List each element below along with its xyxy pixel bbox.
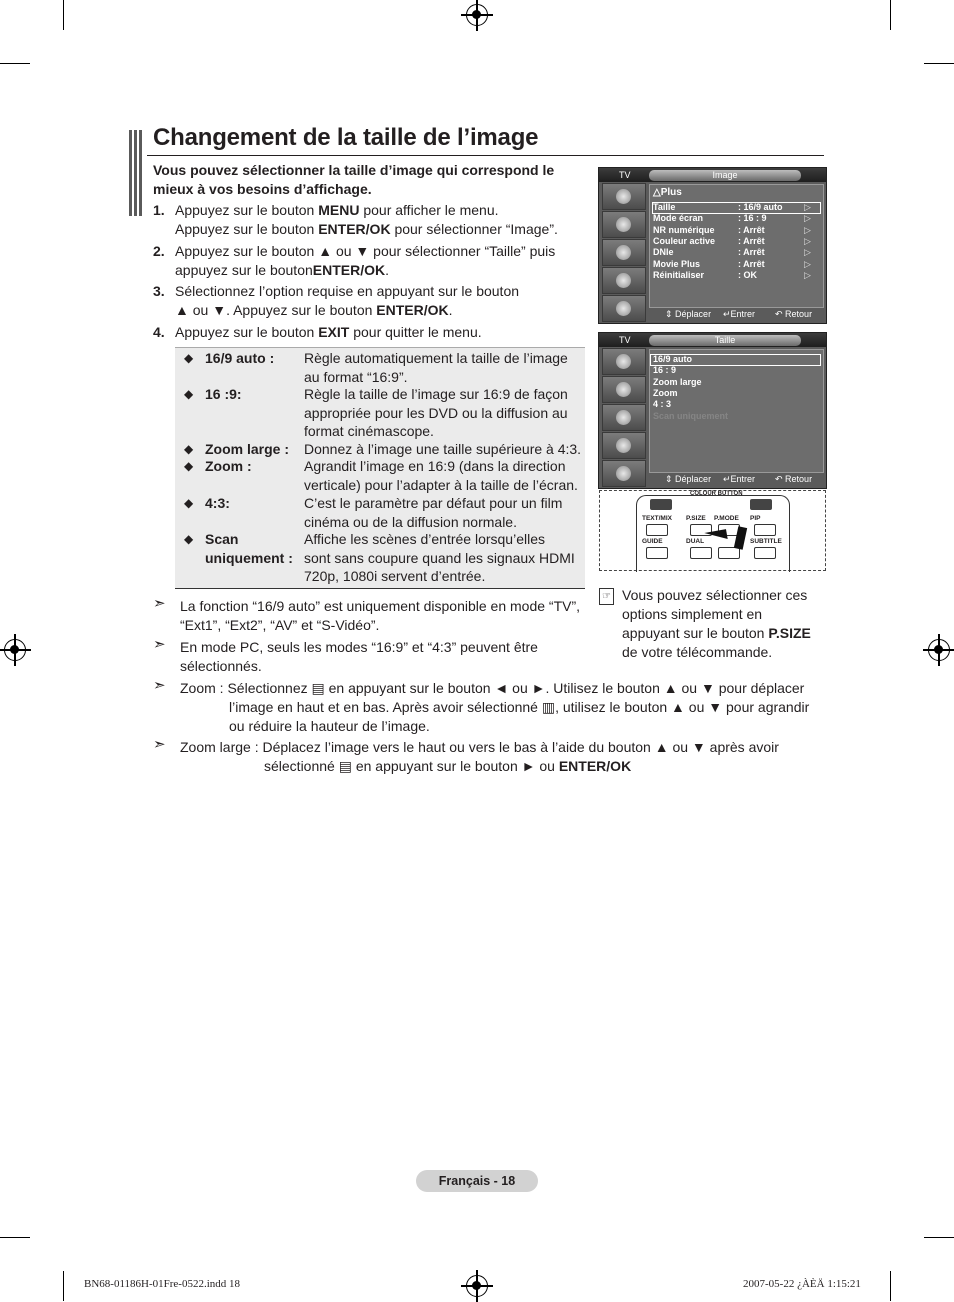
intro-line: Vous pouvez sélectionner la taille d’image qui correspond le [153, 162, 555, 178]
osd-item-name: Réinitialiser [653, 269, 705, 280]
osd-option: 16/9 auto [653, 354, 693, 364]
step-line [175, 220, 558, 239]
channel-icon [602, 239, 646, 266]
osd-plus: △Plus [653, 187, 682, 198]
remote-button [646, 547, 668, 559]
osd-item-name: DNIe [653, 247, 674, 258]
remote-button-label: PIP [750, 515, 761, 522]
title-bar-decoration [129, 130, 143, 216]
diamond-bullet-icon: ◆ [184, 351, 194, 365]
remote-button-label: P.MODE [714, 515, 739, 522]
osd-option: 16 : 9 [653, 365, 677, 376]
step-text: ▲ ou ▼. Appuyez sur le bouton [175, 301, 377, 318]
osd-item-value: : Arrêt [738, 247, 765, 258]
option-description: Affiche les scènes d’entrée lorsqu’elles [304, 531, 545, 547]
intro-line: mieux à vos besoins d’affichage. [153, 181, 372, 197]
step-keyword: ENTER/OK [312, 261, 386, 278]
step-text: pour afficher le menu. [359, 202, 499, 218]
osd-option: Zoom large [653, 376, 702, 387]
step-line [175, 301, 453, 320]
osd-item-name: Taille [653, 202, 676, 212]
osd-item-value: : Arrêt [738, 224, 765, 235]
sound-icon [602, 211, 646, 238]
osd-item-name: Movie Plus [653, 258, 701, 269]
crop-mark [924, 63, 954, 64]
registration-mark-icon [466, 1275, 488, 1297]
option-description: 720p, 1080i servent d’entrée. [304, 568, 486, 584]
step-line [175, 201, 499, 220]
option-label: Zoom large : [205, 441, 290, 457]
osd-item-name: Mode écran [653, 213, 704, 224]
diamond-bullet-icon: ◆ [184, 532, 194, 546]
slug-date: 2007-05-22 ¿ÀÈÄ 1:15:21 [743, 1278, 861, 1290]
option-label: Scan [205, 531, 239, 547]
right-arrow-icon: ▷ [804, 213, 811, 224]
diamond-bullet-icon: ◆ [184, 442, 194, 456]
step-text: . [385, 261, 389, 278]
osd-item-value: : Arrêt [738, 258, 765, 269]
osd-move-hint: ⇕ Déplacer [665, 309, 712, 319]
osd-back-hint: ↶ Retour [775, 309, 813, 319]
note-arrow-icon: ➣ [153, 677, 166, 694]
crop-mark [890, 1271, 891, 1301]
picture-icon [602, 348, 646, 375]
osd-panel [649, 184, 824, 308]
step-number: 2. [153, 243, 165, 259]
osd-item-name: NR numérique [653, 224, 715, 235]
option-description: cinéma ou de la diffusion normale. [304, 513, 517, 530]
remote-button [690, 547, 712, 559]
osd-menu-taille [598, 332, 827, 489]
option-label: 4:3: [205, 495, 230, 511]
input-icon [602, 295, 646, 322]
step-text: . [448, 301, 453, 318]
osd-option: 4 : 3 [653, 399, 672, 410]
note-line: La fonction “16/9 auto” est uniquement disponible en mode “TV”, [180, 598, 581, 614]
step-text: pour quitter le menu. [349, 324, 482, 340]
step-text: appuyez sur le bouton [175, 261, 313, 278]
osd-header [599, 168, 826, 182]
step-text: Appuyez sur le bouton [175, 202, 319, 218]
input-icon [602, 460, 646, 487]
remote-top-label: COLOUR BUTTON [690, 491, 743, 497]
note-line: “Ext1”, “Ext2”, “AV” et “S-Vidéo”. [180, 617, 380, 633]
diamond-bullet-icon: ◆ [184, 459, 194, 473]
remote-button-label: TEXT/MIX [642, 515, 672, 522]
note-line: En mode PC, seuls les modes “16:9” et “4:3” peuvent être [180, 639, 538, 655]
osd-move-hint: ⇕ Déplacer [665, 474, 712, 484]
right-arrow-icon: ▷ [804, 258, 811, 269]
step-line [175, 242, 555, 261]
note-line: ou réduire la hauteur de l’image. [229, 718, 430, 734]
diamond-bullet-icon: ◆ [184, 496, 194, 510]
channel-icon [602, 404, 646, 431]
osd-highlight [652, 202, 821, 214]
step-keyword: ENTER/OK [376, 301, 449, 318]
step-text: Appuyez sur le bouton ▲ ou ▼ pour sélectionner “Taille” puis [175, 243, 556, 259]
remote-button [718, 547, 740, 559]
sound-icon [602, 376, 646, 403]
remote-button-label: DUAL [686, 538, 705, 545]
option-label: 16 :9: [205, 386, 242, 402]
osd-item-value: : Arrêt [738, 235, 765, 246]
osd-back-hint: ↶ Retour [775, 474, 813, 484]
osd-enter-hint: ↵Entrer [723, 474, 756, 484]
side-note-line: appuyant sur le bouton P.SIZE [622, 625, 811, 641]
step-keyword: EXIT [318, 324, 350, 340]
option-description: Règle automatiquement la taille de l’image [304, 350, 568, 366]
crop-mark [0, 63, 30, 64]
osd-header [599, 333, 826, 347]
osd-item-value: : 16/9 auto [738, 202, 783, 212]
remote-button [754, 524, 776, 536]
note-arrow-icon: ➣ [153, 636, 166, 653]
osd-panel [649, 349, 824, 473]
right-arrow-icon: ▷ [804, 269, 811, 280]
note-line: sélectionnés. [180, 658, 262, 674]
step-keyword: ENTER/OK [318, 220, 391, 237]
right-arrow-icon: ▷ [804, 224, 811, 235]
page-title: Changement de la taille de l’image [153, 124, 539, 151]
osd-enter-hint: ↵Entrer [723, 309, 756, 319]
osd-sidebar [602, 183, 646, 323]
osd-option: Zoom [653, 387, 678, 398]
crop-mark [890, 0, 891, 30]
remote-button-label: GUIDE [642, 538, 663, 545]
registration-mark-icon [466, 4, 488, 26]
title-rule [147, 155, 824, 156]
osd-sidebar [602, 348, 646, 488]
remote-illustration [599, 490, 826, 571]
option-description: format cinémascope. [304, 423, 434, 439]
right-arrow-icon: ▷ [804, 235, 811, 246]
remote-button [646, 524, 668, 536]
option-description: sont sans coupure quand les signaux HDMI [304, 549, 575, 566]
note-keyword: ENTER/OK [558, 758, 632, 774]
crop-mark [0, 1237, 30, 1238]
diamond-bullet-icon: ◆ [184, 387, 194, 401]
note-hand-icon: ☞ [599, 588, 614, 605]
remote-button-label: P.SIZE [686, 515, 706, 522]
osd-option-disabled: Scan uniquement [653, 410, 729, 421]
step-number: 4. [153, 324, 165, 340]
setup-icon [602, 432, 646, 459]
osd-item-value: : 16 : 9 [738, 213, 767, 224]
registration-mark-icon [4, 639, 26, 661]
crop-mark [63, 0, 64, 30]
osd-item-name: Couleur active [653, 235, 716, 246]
registration-mark-icon [928, 639, 950, 661]
note-arrow-icon: ➣ [153, 595, 166, 612]
page-number-badge: Français - 18 [416, 1170, 538, 1192]
picture-icon [602, 183, 646, 210]
osd-tab: Taille [649, 335, 801, 346]
remote-button-label: SUBTITLE [750, 538, 782, 545]
remote-color-button [650, 499, 672, 510]
crop-mark [63, 1271, 64, 1301]
step-keyword: MENU [318, 202, 360, 218]
crop-mark [924, 1237, 954, 1238]
option-label: 16/9 auto : [205, 350, 275, 366]
osd-tv-label: TV [619, 335, 631, 345]
note-line: l’image en haut et en bas. Après avoir sélectionné ▥, utilisez le bouton ▲ ou ▼ pour agrandir [229, 699, 810, 715]
right-arrow-icon: ▷ [804, 247, 811, 258]
option-label: Zoom : [205, 458, 252, 474]
step-line [175, 282, 519, 301]
option-description: Agrandit l’image en 16:9 (dans la direction [304, 458, 566, 474]
remote-color-button [750, 499, 772, 510]
note-line: Zoom large : Déplacez l’image vers le haut ou vers le bas à l’aide du bouton ▲ ou ▼ après avoir [180, 739, 779, 755]
step-text: pour sélectionner “Image”. [390, 220, 558, 237]
step-number: 1. [153, 202, 165, 218]
side-note-line: de votre télécommande. [622, 644, 773, 660]
step-text: Appuyez sur le bouton [175, 220, 319, 237]
option-label: uniquement : [205, 550, 293, 566]
osd-menu-image [598, 167, 827, 324]
option-description: au format “16:9”. [304, 368, 408, 385]
note-arrow-icon: ➣ [153, 736, 166, 753]
setup-icon [602, 267, 646, 294]
option-description: verticale) pour l’adapter à la taille de l’écran. [304, 476, 578, 493]
step-text: Sélectionnez l’option requise en appuyant sur le bouton [175, 283, 520, 299]
side-note-line: options simplement en [622, 606, 763, 622]
option-description: Règle la taille de l’image sur 16:9 de façon [304, 386, 568, 402]
step-text: Appuyez sur le bouton [175, 324, 319, 340]
option-description: Donnez à l’image une taille supérieure à 4:3. [304, 441, 582, 457]
step-line [175, 261, 389, 280]
osd-item-value: : OK [738, 269, 757, 280]
right-arrow-icon: ▷ [804, 202, 811, 212]
osd-tab: Image [649, 170, 801, 181]
step-number: 3. [153, 283, 165, 299]
option-description: C’est le paramètre par défaut pour un film [304, 495, 563, 511]
side-note-line: Vous pouvez sélectionner ces [622, 587, 808, 603]
option-description: appropriée pour les DVD ou la diffusion au [304, 404, 568, 421]
remote-button [754, 547, 776, 559]
osd-tv-label: TV [619, 170, 631, 180]
step-line [175, 323, 482, 342]
note-line: Zoom : Sélectionnez ▤ en appuyant sur le bouton ◄ ou ►. Utilisez le bouton ▲ ou ▼ pour déplacer [180, 680, 805, 696]
note-line [264, 757, 631, 776]
slug-file: BN68-01186H-01Fre-0522.indd 18 [84, 1278, 241, 1290]
note-text: sélectionné ▤ en appuyant sur le bouton ► ou [264, 758, 559, 774]
